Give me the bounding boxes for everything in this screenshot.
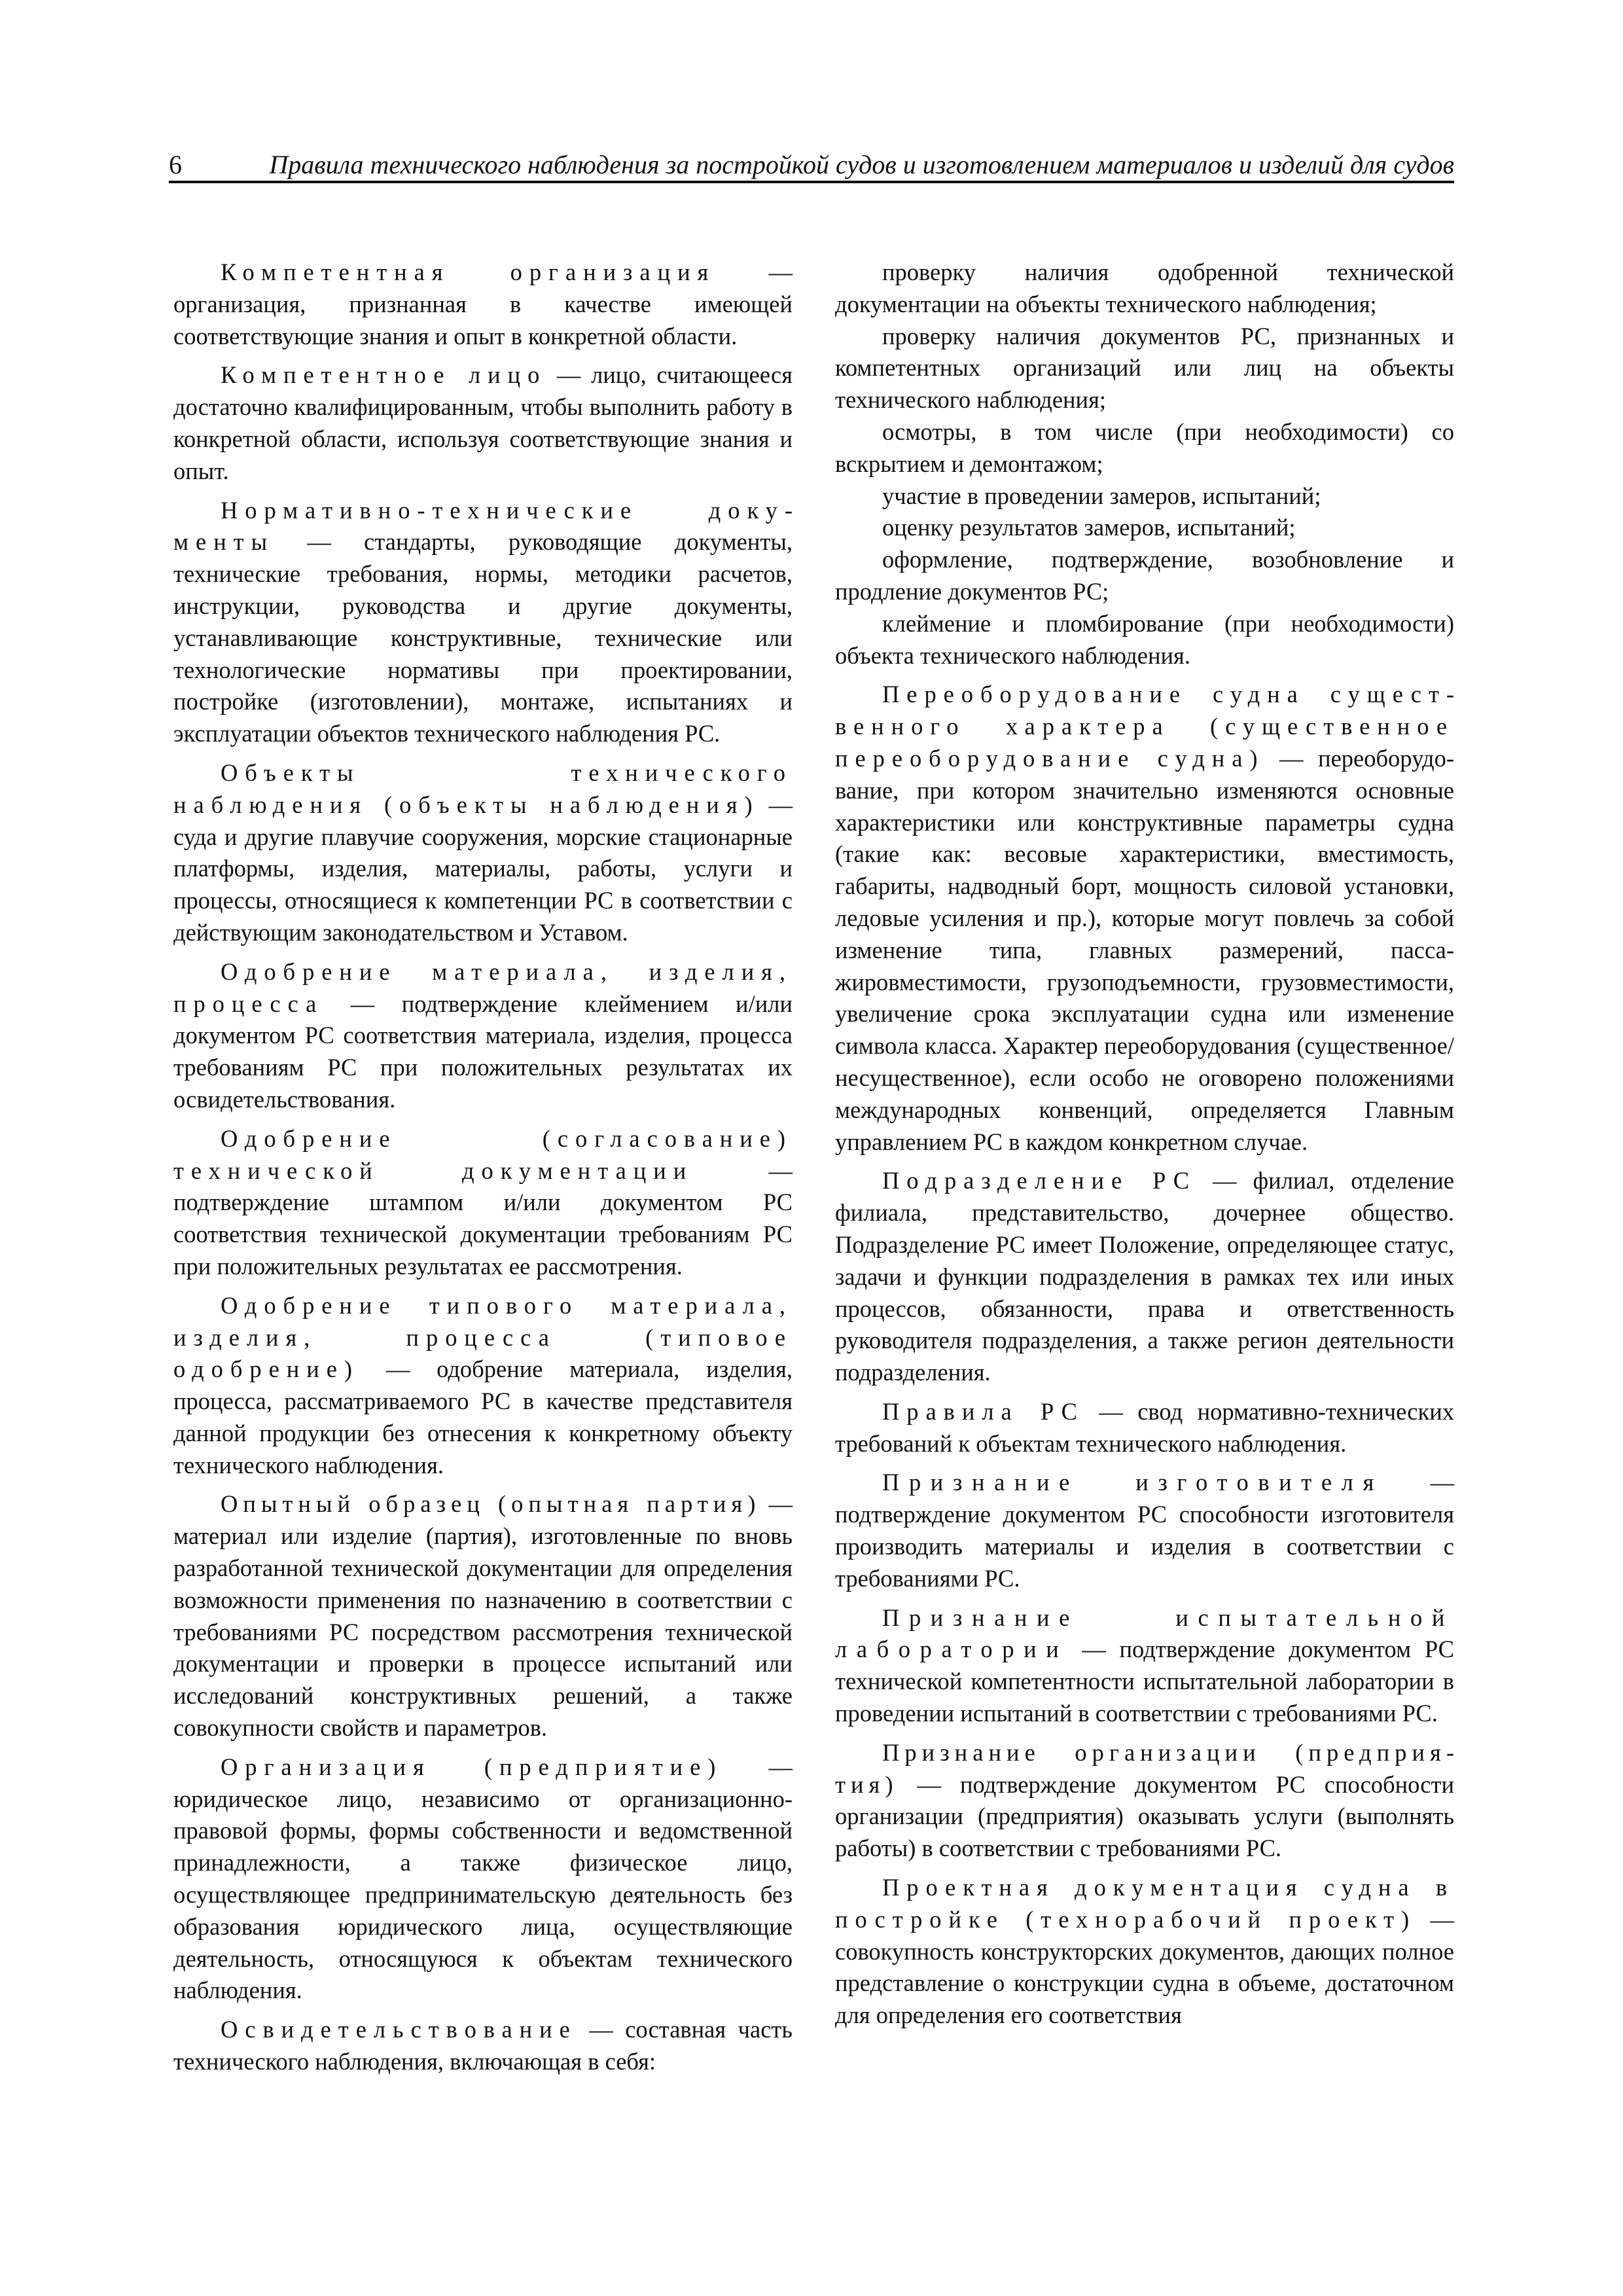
definition-text: — филиал, отделение филиала, представительство, дочернее общество. Подразделение РС имеет Положение, определяющее статус, задачи и функции подразделения в рамках тех или иных процессов, обязанности, права и ответственность руководителя подразделения, а также регион деятельности подразделения. [835, 1167, 1454, 1386]
definition-text: — юридическое лицо, независимо от организационно-правовой формы, формы собственности и ведомственной принадлежности, а также физическое лицо, осуществляющее предпринимательскую деятельность без образования юридического лица, осуществляющие деятельность, относящуюся к объектам технического наблюдения. [173, 1753, 793, 2004]
defined-term: Правила РС [882, 1397, 1084, 1425]
list-item: проверку наличия одобренной технической документации на объекты технического наблюдения; [835, 259, 1454, 317]
defined-term: Опытный образец (опытная партия) [221, 1490, 761, 1518]
definition-paragraph [173, 257, 793, 352]
defined-term: Организация (предприятие) [221, 1753, 723, 1780]
left-column [173, 257, 793, 2085]
definition-paragraph [173, 757, 793, 949]
defined-term: Объекты технического наблюдения (объекты наблюдения) [173, 759, 793, 818]
definition-text: — одобрение материала, изделия, процесса, рассматриваемого РС в качестве представителя данной продукции без отнесения к конкретному объекту технического наблюдения. [173, 1355, 793, 1479]
defined-term: Одобрение (согласование) технической документации [173, 1124, 793, 1184]
list-item: проверку наличия документов РС, признанных и компетентных организаций или лиц на объекты технического наблюдения; [835, 322, 1454, 414]
list-item: осмотры, в том числе (при необходимости) со вскрытием и демонтажом; [835, 418, 1454, 477]
defined-term: Одобрение материала, изделия, процесса [173, 958, 793, 1017]
defined-term: Одобрение типового материала, изделия, процесса (типовое одобрение) [173, 1291, 793, 1383]
definition-paragraph [173, 1751, 793, 2007]
definition-text: — материал или изделие (партия), изготовленные по вновь разработанной технической документации для определения возможности применения по назначению в соответствии с требованиями РС посредством рассмотрения технической документации и проверки в процессе испытаний или исследований конструктивных решений, а также совокупности свойств и параметров. [173, 1490, 793, 1742]
definition-paragraph [173, 956, 793, 1116]
definition-text: — подтверждение документом РС технической компетентности испытательной лаборатории в проведении испытаний в соответствии с требованиями РС. [835, 1636, 1454, 1727]
defined-term: Переоборудование судна существенного характера (существенное переоборудование судна) [835, 681, 1454, 772]
definition-text: — составная часть технического наблюдения, включающая в себя: [173, 2016, 793, 2075]
definition-paragraph [173, 1488, 793, 1744]
definition-paragraph [173, 359, 793, 487]
definition-text: — подтверждение клеймением и/или документом РС соответствия материала, изделия, процесса требованиям РС при положительных результатах их освидетельствования. [173, 990, 793, 1113]
definition-paragraph [835, 1396, 1454, 1460]
defined-term: Компетентная организация [221, 259, 716, 285]
list-item: оформление, подтверждение, возобновление и продление документов РС; [835, 546, 1454, 605]
definition-text: — лицо, считающееся достаточно квалифицированным, чтобы выполнить работу в конкретной области, используя соответствующие знания и опыт. [173, 361, 793, 484]
definition-paragraph [835, 679, 1454, 1158]
definition-paragraph [835, 1737, 1454, 1865]
defined-term: Компетентное лицо [221, 361, 547, 389]
definition-text: — стандарты, руководящие документы, технические требования, нормы, методики расчетов, инструкции, руководства и другие документы, устанавливающие конструктивные, технические или технологические нормативы при проектировании, постройке (изготовлении), монтаже, испытаниях и эксплуатации объектов технического наблюдения РС. [173, 528, 793, 747]
list-item: клеймение и пломбирование (при необходимости) объекта технического наблюдения. [835, 609, 1454, 669]
definition-paragraph [173, 1290, 793, 1482]
defined-term: Признание организации (предприятия) [835, 1738, 1454, 1798]
list-item: оценку результатов замеров, испытаний; [882, 514, 1296, 541]
defined-term: Проектная документация судна в постройке (технорабочий проект) [835, 1874, 1454, 1933]
defined-term: Подразделение РС [882, 1167, 1197, 1194]
defined-term: Освидетельствование [221, 2016, 577, 2043]
definition-text: — подтверждение штампом и/или документом РС соответствия технической документации требованиям РС при положительных результатах ее рассмотрения. [173, 1157, 793, 1280]
running-title: Правила технического наблюдения за постройкой судов и изготовлением материалов и изделий для судов [269, 150, 1454, 179]
list-item: участие в проведении замеров, испытаний; [882, 482, 1321, 509]
definition-paragraph [835, 1165, 1454, 1389]
definition-paragraph [173, 2014, 793, 2078]
definition-text: — свод нормативно-технических требований к объектам технического наблюдения. [835, 1397, 1454, 1457]
definition-paragraph [835, 1467, 1454, 1594]
definition-paragraph [173, 495, 793, 750]
definition-text: — суда и другие плавучие сооружения, морские стационарные платформы, изделия, материалы, работы, услуги и процессы, относящиеся к компетенции РС в соответствии с действующим законодательством и Уставом. [173, 791, 793, 946]
definition-paragraph [835, 1602, 1454, 1730]
definition-paragraph [173, 1123, 793, 1283]
definition-paragraph [835, 1872, 1454, 2032]
definition-text: — переоборудование, при котором значительно изменяются основные характеристики или конструктивные параметры судна (такие как: весовые характеристики, вместимость, габариты, надводный борт, мощность силовой установки, ледовые усиления и пр.), которые могут повлечь за собой изменение типа, главных размерений, пассажировместимости, грузоподъемности, грузовместимости, увеличение срока эксплуатации судна или изменение символа класса. Характер переоборудования (существенное/несущественное), если особо не оговорено положениями международных конвенций, определяется Главным управлением РС в каждом конкретном случае. [835, 744, 1454, 1155]
defined-term: Признание изготовителя [882, 1469, 1383, 1496]
definition-text: — совокупность конструкторских документов, дающих полное представление о конструкции судна в объеме, достаточном для определения его соответствия [835, 1905, 1454, 2029]
definition-text: — подтверждение документом РС способности изготовителя производить материалы и изделия в соответствии с требованиями РС. [835, 1469, 1454, 1592]
page-number: 6 [169, 150, 182, 179]
defined-term: Нормативно-технические документы [173, 496, 793, 556]
definition-text: — организация, признанная в качестве имеющей соответствующие знания и опыт в конкретной области. [173, 259, 793, 350]
page-header [169, 149, 1454, 183]
definition-text: — подтверждение документом РС способности организации (предприятия) оказывать услуги (выполнять работы) в соответствии с требованиями РС. [835, 1770, 1454, 1862]
defined-term: Признание испытательной лаборатории [835, 1604, 1454, 1663]
right-column [835, 257, 1454, 2039]
